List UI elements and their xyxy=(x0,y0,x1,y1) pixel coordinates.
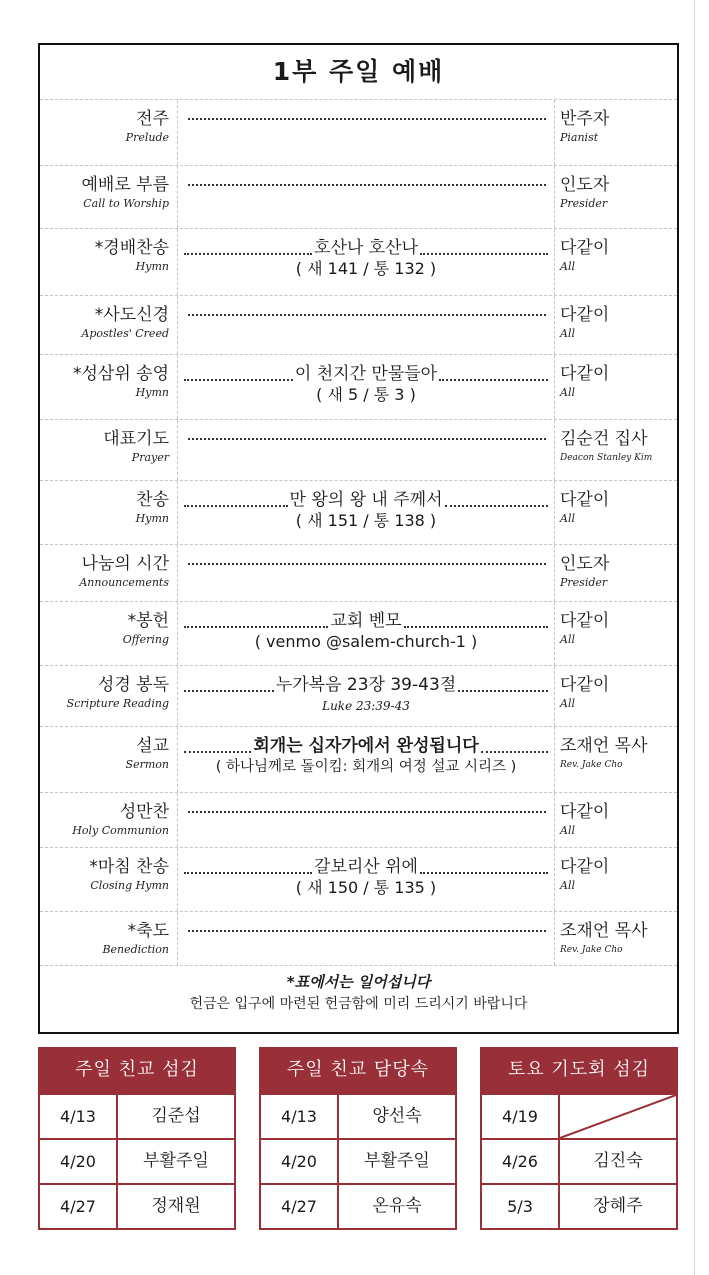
item-label: 찬송 xyxy=(136,490,169,510)
item-label: *사도신경 xyxy=(94,305,169,325)
order-item-call-to-worship xyxy=(40,165,677,228)
hymn-number: ( 새 151 / 통 138 ) xyxy=(295,511,437,530)
order-item-announcements xyxy=(40,544,677,601)
duty-name: 온유속 xyxy=(372,1196,422,1216)
item-leader-en: Rev. Jake Cho xyxy=(560,760,623,770)
sermon-title: 회개는 십자가에서 완성됩니다 xyxy=(253,736,479,756)
dot-leader xyxy=(188,562,546,565)
scripture-ref: 누가복음 23장 39-43절 xyxy=(275,675,457,695)
order-item-apostles-creed xyxy=(40,295,677,354)
scripture-ref-en: Luke 23:39-43 xyxy=(322,699,410,713)
item-label-en: Call to Worship xyxy=(83,197,169,210)
item-label: 설교 xyxy=(136,736,169,756)
item-leader-en: All xyxy=(560,633,575,646)
item-leader: 다같이 xyxy=(560,490,610,510)
table-row xyxy=(482,1183,676,1228)
duty-name: 부활주일 xyxy=(364,1151,430,1171)
table-row xyxy=(261,1093,455,1138)
item-label: 성만찬 xyxy=(119,802,169,822)
duty-date: 4/19 xyxy=(482,1095,560,1138)
duty-date: 4/13 xyxy=(261,1095,339,1138)
hymn-title: 갈보리산 위에 xyxy=(314,857,418,877)
item-label-en: Benediction xyxy=(102,943,169,956)
offering-method: 교회 벤모 xyxy=(330,611,402,631)
item-leader: 조재언 목사 xyxy=(560,736,648,756)
order-item-benediction xyxy=(40,911,677,965)
item-leader: 다같이 xyxy=(560,675,610,695)
table-row xyxy=(482,1093,676,1138)
item-leader: 다같이 xyxy=(560,305,610,325)
dot-leader xyxy=(188,313,546,316)
table-title: 토요 기도회 섬김 xyxy=(480,1047,678,1093)
duty-date: 4/27 xyxy=(40,1185,118,1228)
order-item-scripture-reading xyxy=(40,665,677,726)
table-title: 주일 친교 섬김 xyxy=(38,1047,236,1093)
item-leader-en: All xyxy=(560,327,575,340)
table-row xyxy=(482,1138,676,1183)
order-item-opening-hymn xyxy=(40,228,677,295)
order-item-closing-hymn xyxy=(40,847,677,911)
item-label: *축도 xyxy=(127,921,169,941)
duty-date: 4/27 xyxy=(261,1185,339,1228)
item-label-en: Holy Communion xyxy=(72,824,169,837)
duty-date: 4/20 xyxy=(40,1140,118,1183)
item-label-en: Hymn xyxy=(135,386,169,399)
duty-date: 5/3 xyxy=(482,1185,560,1228)
offering-note: 헌금은 입구에 마련된 헌금함에 미리 드리시기 바랍니다 xyxy=(189,996,528,1012)
table-row xyxy=(261,1138,455,1183)
item-leader-en: Pianist xyxy=(560,131,599,144)
duty-date: 4/26 xyxy=(482,1140,560,1183)
table-title: 주일 친교 담당속 xyxy=(259,1047,457,1093)
order-item-prayer xyxy=(40,419,677,480)
item-label: 성경 봉독 xyxy=(97,675,169,695)
order-item-doxology xyxy=(40,354,677,419)
duty-name: 양선속 xyxy=(372,1106,422,1126)
hymn-number: ( 새 5 / 통 3 ) xyxy=(316,385,416,404)
dot-leader xyxy=(188,117,546,120)
item-leader: 조재언 목사 xyxy=(560,921,648,941)
item-leader-en: All xyxy=(560,824,575,837)
item-leader: 다같이 xyxy=(560,238,610,258)
venmo-handle: ( venmo @salem-church-1 ) xyxy=(254,632,478,651)
dot-leader xyxy=(188,183,546,186)
item-label: *경배찬송 xyxy=(94,238,169,258)
order-item-hymn xyxy=(40,480,677,544)
table-row xyxy=(40,1138,234,1183)
item-leader: 반주자 xyxy=(560,109,610,129)
diagonal-slash xyxy=(560,1095,676,1138)
service-title: 1부 주일 예배 xyxy=(272,57,445,86)
hymn-title: 이 천지간 만물들아 xyxy=(294,364,438,384)
item-leader-en: All xyxy=(560,879,575,892)
item-label-en: Offering xyxy=(122,633,169,646)
duty-name: 부활주일 xyxy=(143,1151,209,1171)
empty-cell xyxy=(560,1095,676,1138)
order-item-sermon xyxy=(40,726,677,792)
fellowship-group-table xyxy=(259,1047,457,1229)
item-label: 나눔의 시간 xyxy=(81,554,169,574)
item-label: 전주 xyxy=(136,109,169,129)
dot-leader xyxy=(188,929,546,932)
table-row xyxy=(40,1093,234,1138)
hymn-title: 만 왕의 왕 내 주께서 xyxy=(289,490,443,510)
duty-name: 장혜주 xyxy=(593,1196,643,1216)
item-label-en: Announcements xyxy=(79,576,169,589)
item-leader: 다같이 xyxy=(560,802,610,822)
item-label-en: Hymn xyxy=(135,512,169,525)
item-label-en: Prelude xyxy=(125,131,169,144)
item-leader-en: Deacon Stanley Kim xyxy=(560,453,653,463)
order-item-communion xyxy=(40,792,677,847)
item-leader-en: All xyxy=(560,697,575,710)
order-item-offering xyxy=(40,601,677,665)
item-label: *봉헌 xyxy=(127,611,169,631)
order-item-prelude xyxy=(40,99,677,165)
item-leader-en: All xyxy=(560,512,575,525)
hymn-number: ( 새 141 / 통 132 ) xyxy=(295,259,437,278)
item-leader: 다같이 xyxy=(560,611,610,631)
item-leader: 다같이 xyxy=(560,857,610,877)
item-label-en: Apostles' Creed xyxy=(81,327,169,340)
item-label-en: Hymn xyxy=(135,260,169,273)
item-label-en: Scripture Reading xyxy=(66,697,169,710)
item-leader-en: Presider xyxy=(560,576,608,589)
dot-leader xyxy=(188,810,546,813)
item-label: 대표기도 xyxy=(103,429,169,449)
page-edge-line xyxy=(694,0,695,1275)
duty-date: 4/20 xyxy=(261,1140,339,1183)
hymn-number: ( 새 150 / 통 135 ) xyxy=(295,878,437,897)
duty-name: 김준섭 xyxy=(151,1106,201,1126)
item-label: 예배로 부름 xyxy=(81,175,169,195)
item-leader-en: All xyxy=(560,386,575,399)
duty-date: 4/13 xyxy=(40,1095,118,1138)
item-label: *마침 찬송 xyxy=(89,857,169,877)
service-notes xyxy=(40,965,677,1015)
fellowship-duty-table xyxy=(38,1047,236,1229)
duty-name: 김진숙 xyxy=(593,1151,643,1171)
duty-name: 정재원 xyxy=(151,1196,201,1216)
hymn-title: 호산나 호산나 xyxy=(314,238,418,258)
item-leader: 김순건 집사 xyxy=(560,429,648,449)
table-row xyxy=(40,1183,234,1228)
prayer-meeting-table xyxy=(480,1047,678,1229)
item-label: *성삼위 송영 xyxy=(72,364,169,384)
sermon-series: ( 하나님께로 돌이킴: 회개의 여정 설교 시리즈 ) xyxy=(215,759,517,775)
item-label-en: Prayer xyxy=(131,451,169,464)
item-leader-en: All xyxy=(560,260,575,273)
item-leader-en: Presider xyxy=(560,197,608,210)
item-leader: 다같이 xyxy=(560,364,610,384)
item-label-en: Closing Hymn xyxy=(90,879,169,892)
table-row xyxy=(261,1183,455,1228)
stand-note: *표에서는 일어섭니다 xyxy=(286,973,431,991)
item-label-en: Sermon xyxy=(125,758,169,771)
item-leader-en: Rev. Jake Cho xyxy=(560,945,623,955)
dot-leader xyxy=(188,437,546,440)
item-leader: 인도자 xyxy=(560,554,610,574)
worship-order-panel xyxy=(38,43,679,1034)
item-leader: 인도자 xyxy=(560,175,610,195)
